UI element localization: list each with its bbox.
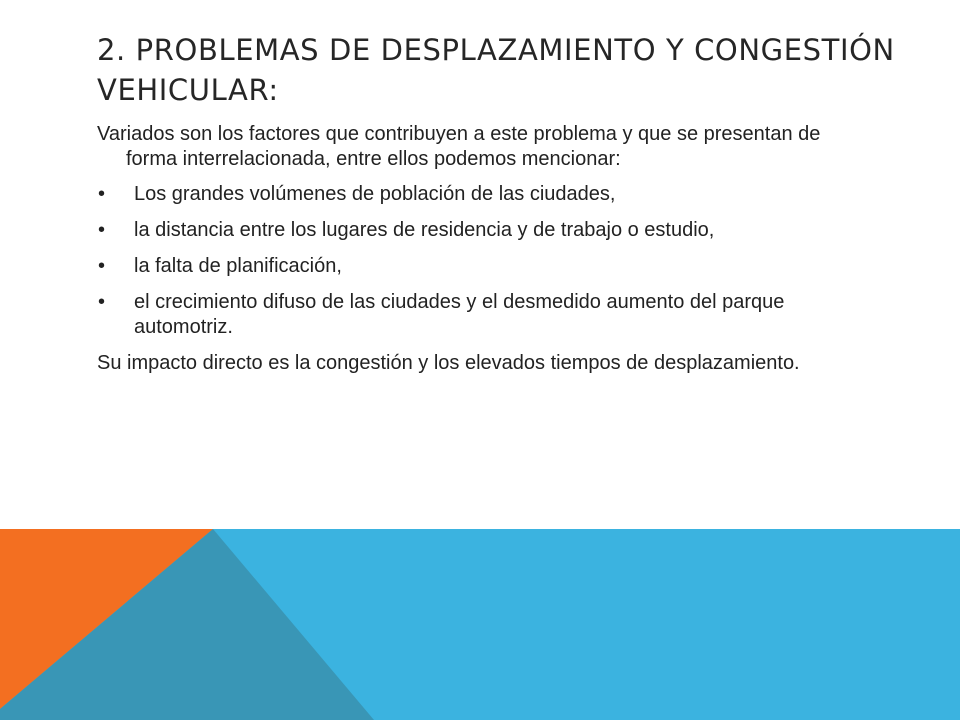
intro-paragraph: Variados son los factores que contribuyen a este problema y que se presentan de forma interrelacionada, entre ellos podemos mencionar: [97, 123, 821, 170]
bullet-icon: • [98, 291, 106, 313]
slide-title: 2. PROBLEMAS DE DESPLAZAMIENTO Y CONGESTIÓN VEHICULAR: [97, 33, 895, 107]
list-item [97, 290, 857, 340]
list-item-text: el crecimiento difuso de las ciudades y el desmedido aumento del parque automotriz. [134, 291, 785, 338]
bullet-icon: • [98, 183, 106, 205]
bullet-icon: • [98, 219, 106, 241]
list-item-text: Los grandes volúmenes de población de las ciudades, [134, 183, 616, 205]
list-item-text: la distancia entre los lugares de residencia y de trabajo o estudio, [134, 219, 715, 241]
closing-paragraph: Su impacto directo es la congestión y los elevados tiempos de desplazamiento. [97, 352, 800, 374]
list-item [97, 254, 857, 279]
list-item [97, 218, 857, 243]
factor-list [97, 182, 857, 340]
slide-body [97, 122, 857, 376]
decorative-band [0, 529, 960, 720]
list-item-text: la falta de planificación, [134, 255, 342, 277]
list-item [97, 182, 857, 207]
bullet-icon: • [98, 255, 106, 277]
